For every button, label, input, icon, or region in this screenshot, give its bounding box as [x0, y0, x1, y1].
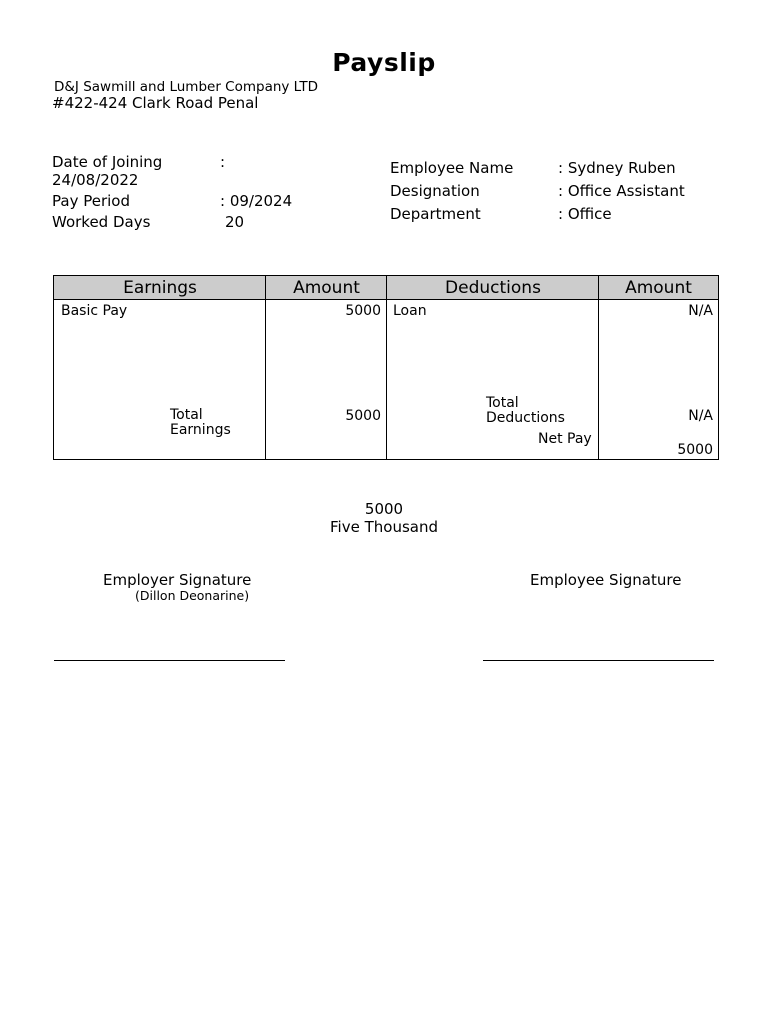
net-pay-in-words: Five Thousand — [330, 518, 438, 536]
pay-table — [53, 275, 719, 460]
date-of-joining-colon: : — [220, 153, 226, 171]
pay-period-value: : 09/2024 — [220, 192, 293, 210]
employer-signature-line — [54, 660, 285, 661]
earnings-amount-header: Amount — [266, 276, 387, 300]
total-earnings-label — [170, 408, 231, 438]
deduction-amount: N/A — [688, 303, 713, 319]
total-deductions-label-line2: Deductions — [486, 410, 565, 426]
total-earnings-label-line1: Total — [170, 407, 203, 423]
employee-signature-line — [483, 660, 714, 661]
column-divider — [386, 276, 387, 459]
net-pay-amount: 5000 — [364, 500, 404, 518]
department-value: : Office — [558, 205, 612, 223]
employer-signature-label: Employer Signature — [103, 571, 252, 589]
total-earnings-amount: 5000 — [345, 408, 381, 424]
earnings-header: Earnings — [54, 276, 266, 300]
column-divider — [598, 276, 599, 459]
total-deductions-label — [486, 396, 565, 426]
total-earnings-label-line2: Earnings — [170, 422, 231, 438]
designation-label: Designation — [390, 182, 480, 200]
deduction-item: Loan — [393, 303, 427, 319]
column-divider — [265, 276, 266, 459]
worked-days-label: Worked Days — [52, 213, 151, 231]
designation-value: : Office Assistant — [558, 182, 685, 200]
total-deductions-label-line1: Total — [486, 395, 519, 411]
employee-signature-label: Employee Signature — [530, 571, 682, 589]
pay-period-label: Pay Period — [52, 192, 130, 210]
department-label: Department — [390, 205, 481, 223]
employee-name-label: Employee Name — [390, 159, 514, 177]
employer-name: (Dillon Deonarine) — [135, 588, 250, 603]
date-of-joining-label: Date of Joining — [52, 153, 163, 171]
company-address: #422-424 Clark Road Penal — [52, 94, 259, 112]
employee-name-value: : Sydney Ruben — [558, 159, 676, 177]
total-deductions-amount: N/A — [688, 408, 713, 424]
net-pay-label: Net Pay — [538, 431, 592, 447]
worked-days-value: 20 — [225, 213, 245, 231]
earning-item: Basic Pay — [61, 303, 128, 319]
deductions-header: Deductions — [387, 276, 599, 300]
deductions-amount-header: Amount — [599, 276, 718, 300]
page-title: Payslip — [332, 48, 436, 77]
company-name: D&J Sawmill and Lumber Company LTD — [54, 79, 318, 95]
earning-amount: 5000 — [345, 303, 381, 319]
net-pay-table-amount: 5000 — [677, 442, 713, 458]
date-of-joining-value: 24/08/2022 — [52, 171, 139, 189]
